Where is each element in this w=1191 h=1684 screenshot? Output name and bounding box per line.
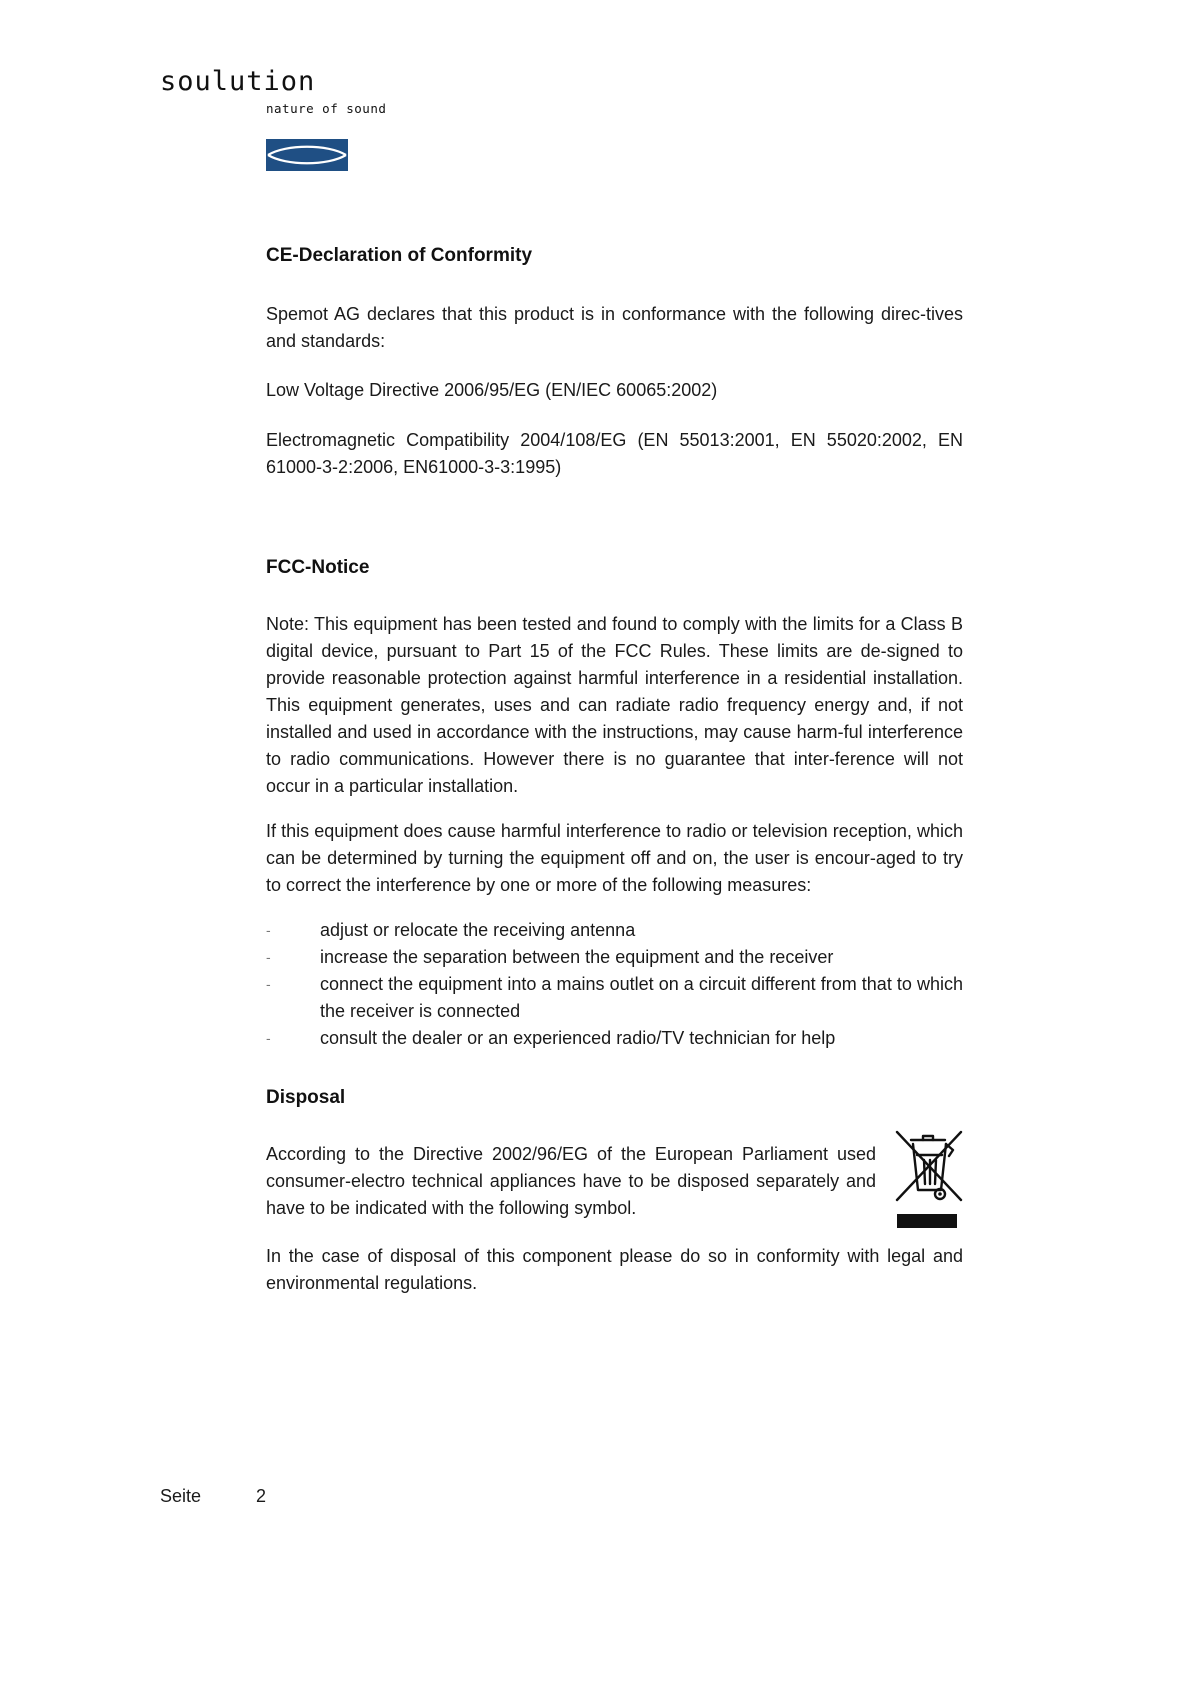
bullet-dash: - [266,949,271,965]
list-item: - increase the separation between the equipment and the receiver [266,944,963,971]
fcc-measures-list [266,917,963,1052]
low-voltage-paragraph: Low Voltage Directive 2006/95/EG (EN/IEC 60065:2002) [266,380,718,400]
brand-wave-logo-icon [266,139,348,171]
brand-tagline: nature of sound [266,101,387,116]
fcc-heading: FCC-Notice [266,557,370,578]
disposal-regulations-paragraph: In the case of disposal of this component please do so in conformity with legal and environmental regulations. [266,1246,963,1293]
ce-heading: CE-Declaration of Conformity [266,245,533,266]
emc-paragraph: Electromagnetic Compatibility 2004/108/EG (EN 55013:2001, EN 55020:2002, EN 61000-3-2:2006, EN61000-3-3:1995) [266,430,963,477]
disposal-heading: Disposal [266,1087,346,1108]
list-item: - consult the dealer or an experienced radio/TV technician for help [266,1025,963,1052]
bullet-dash: - [266,976,271,992]
disposal-paragraph: According to the Directive 2002/96/EG of the European Parliament used consumer-electro technical appliances have to be disposed separately and have to be indicated with the following symbol. [266,1144,876,1218]
fcc-note-paragraph: Note: This equipment has been tested and found to comply with the limits for a Class B digital device, pursuant to Part 15 of the FCC Rules. These limits are de-signed to provide reasonable protection against harmful interference in a residential installation. This equipment generates, uses and can radiate radio frequency energy and, if not installed and used in accordance with the instructions, may cause harm-ful interference to radio communications. However there is no guarantee that inter-ference will not occur in a particular installation. [266,614,963,796]
bullet-dash: - [266,922,271,938]
list-item: - adjust or relocate the receiving antenna [266,917,963,944]
footer-page-number: 2 [256,1486,267,1506]
brand-wordmark: soulution [160,66,316,97]
bullet-dash: - [266,1030,271,1046]
ce-intro-paragraph: Spemot AG declares that this product is in conformance with the following direc-tives and standards: [266,304,963,351]
list-item: - connect the equipment into a mains outlet on a circuit different from that to which the receiver is connected [266,971,963,1025]
fcc-measures-intro: If this equipment does cause harmful interference to radio or television reception, which can be determined by turning the equipment off and on, the user is encour-aged to try to correct the interference by one or more of the following measures: [266,821,963,895]
footer-page-label: Seite [160,1486,202,1506]
crossed-out-wheelie-bin-icon [893,1128,965,1230]
